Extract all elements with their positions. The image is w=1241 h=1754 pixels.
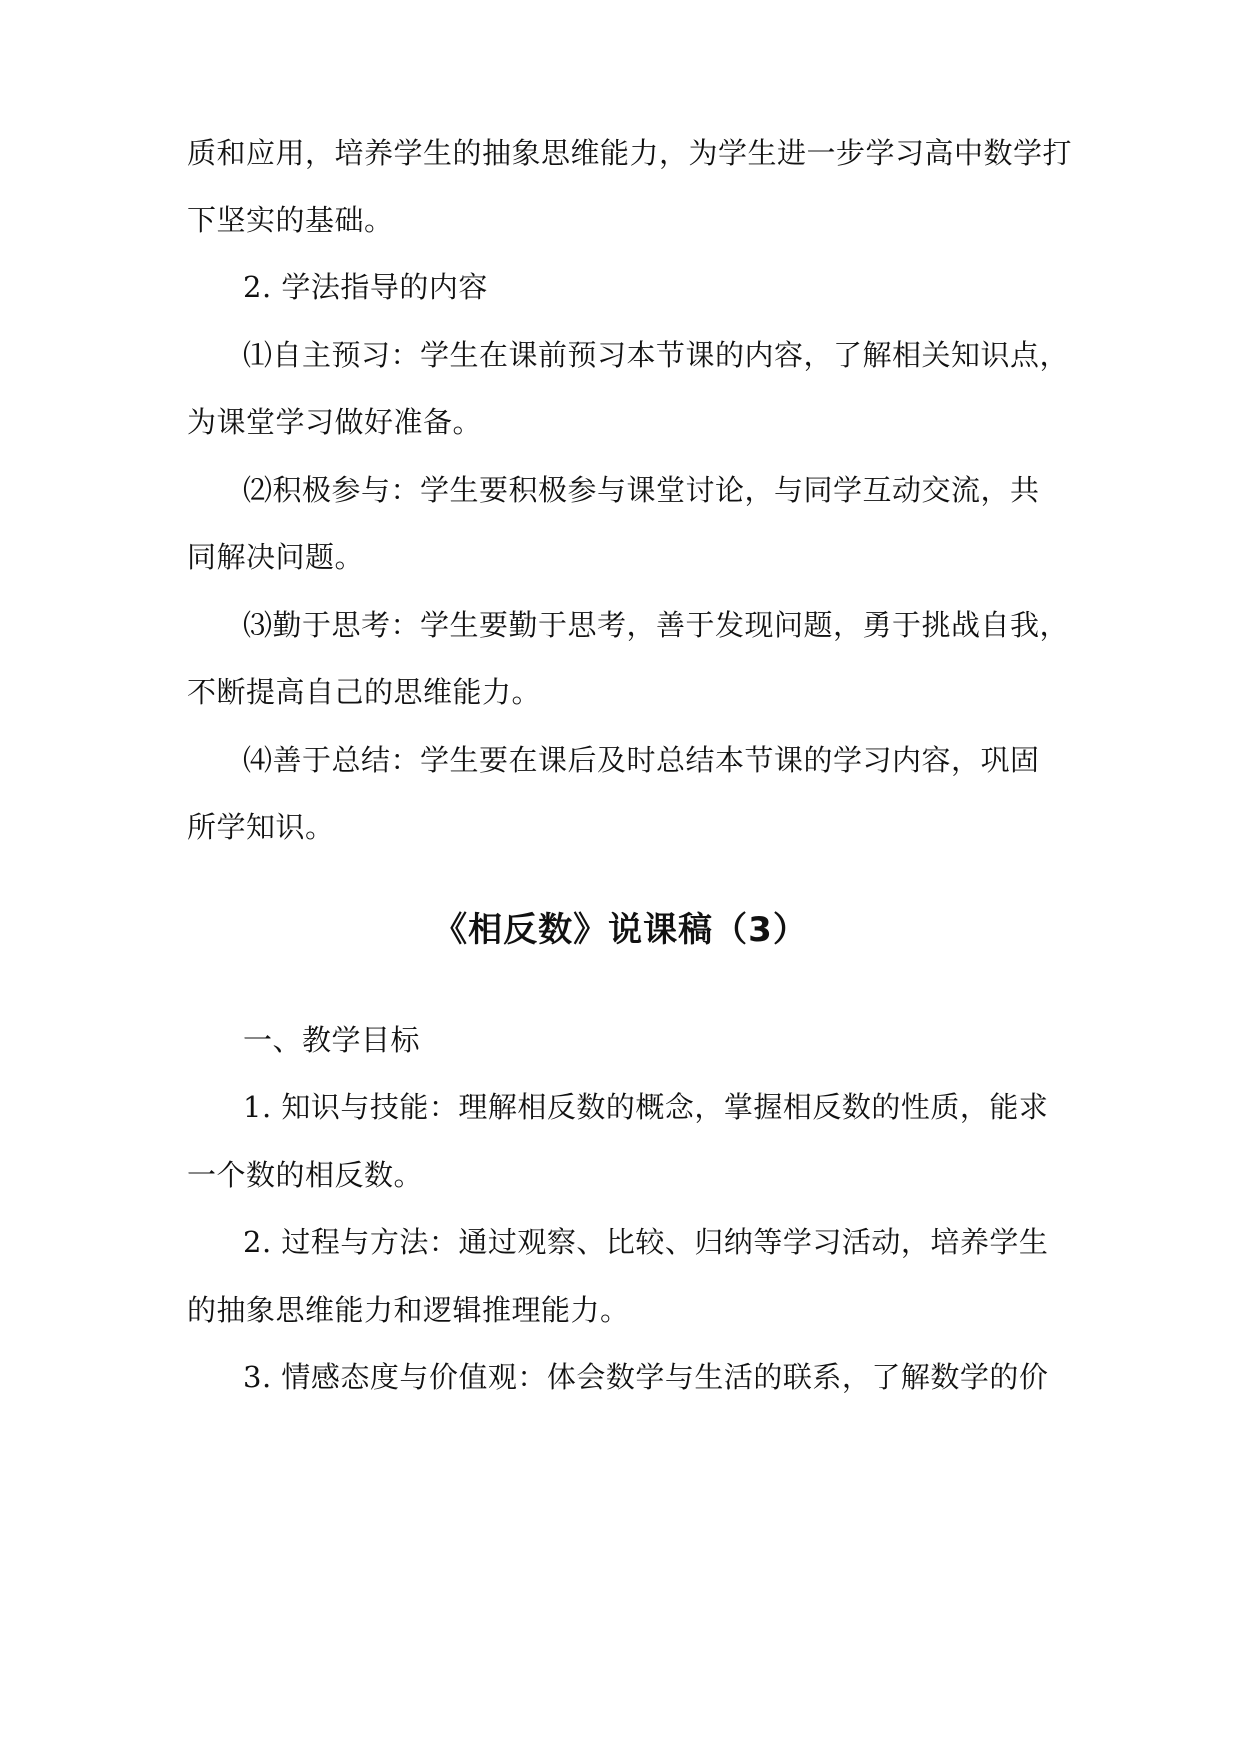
list-item-good-summary: ⑷善于总结：学生要在课后及时总结本节课的学习内容，巩固: [243, 743, 1040, 777]
subheading-study-method: 2. 学法指导的内容: [243, 270, 488, 304]
list-item-self-preview: ⑴自主预习：学生在课前预习本节课的内容，了解相关知识点，: [243, 338, 1070, 372]
list-item-good-summary-cont: 所学知识。: [187, 810, 335, 844]
goal-process-method: 2. 过程与方法：通过观察、比较、归纳等学习活动，培养学生: [243, 1225, 1049, 1259]
list-item-diligent-thinking: ⑶勤于思考：学生要勤于思考，善于发现问题，勇于挑战自我，: [243, 608, 1070, 642]
goal-attitude-values: 3. 情感态度与价值观：体会数学与生活的联系，了解数学的价: [243, 1360, 1049, 1394]
section-heading-teaching-goals: 一、教学目标: [243, 1023, 421, 1057]
paragraph-continuation-line: 下坚实的基础。: [187, 203, 394, 237]
goal-knowledge-skills: 1. 知识与技能：理解相反数的概念，掌握相反数的性质，能求: [243, 1090, 1049, 1124]
document-title: 《相反数》说课稿（3）: [433, 910, 808, 950]
goal-process-method-cont: 的抽象思维能力和逻辑推理能力。: [187, 1293, 630, 1327]
paragraph-continuation-line: 质和应用，培养学生的抽象思维能力，为学生进一步学习高中数学打: [187, 136, 1073, 170]
list-item-active-participation-cont: 同解决问题。: [187, 540, 365, 574]
list-item-self-preview-cont: 为课堂学习做好准备。: [187, 405, 483, 439]
list-item-active-participation: ⑵积极参与：学生要积极参与课堂讨论，与同学互动交流，共: [243, 473, 1040, 507]
list-item-diligent-thinking-cont: 不断提高自己的思维能力。: [187, 675, 542, 709]
goal-knowledge-skills-cont: 一个数的相反数。: [187, 1158, 424, 1192]
